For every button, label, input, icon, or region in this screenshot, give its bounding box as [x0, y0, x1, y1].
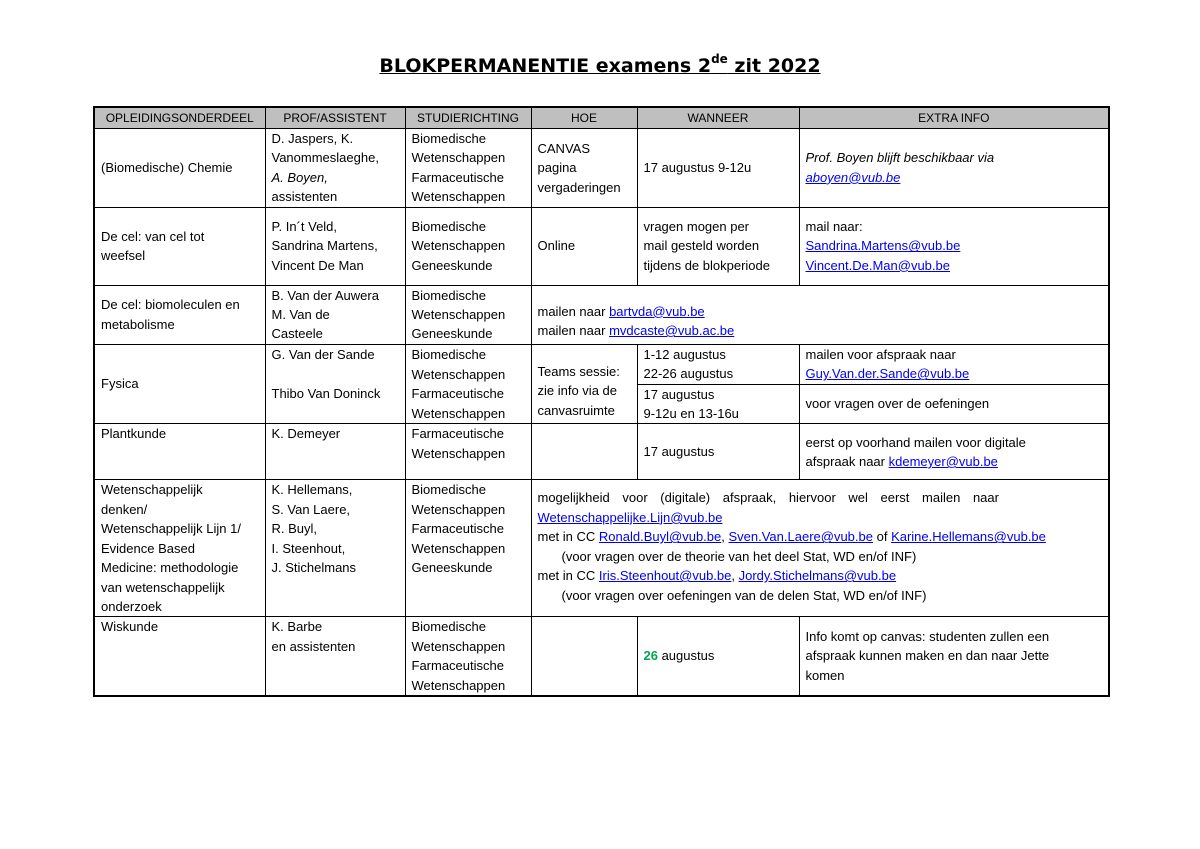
email-link[interactable]: aboyen@vub.be	[805, 169, 901, 185]
study-cell: Biomedische Wetenschappen Geneeskunde	[405, 285, 531, 344]
header-when: WANNEER	[637, 107, 799, 129]
study-cell: Biomedische Wetenschappen Farmaceutische Wetenschappen Geneeskunde	[405, 480, 531, 617]
course-cell: Plantkunde	[94, 424, 265, 480]
how-cell: Online	[531, 207, 637, 285]
study-cell: Biomedische Wetenschappen Geneeskunde	[405, 207, 531, 285]
study-cell: Biomedische Wetenschappen Farmaceutische Wetenschappen	[405, 344, 531, 424]
email-link[interactable]: Karine.Hellemans@vub.be	[891, 529, 1046, 545]
contact-cell: mailen naar bartvda@vub.be mailen naar mvdcaste@vub.ac.be	[531, 285, 1109, 344]
prof-cell: G. Van der Sande Thibo Van Doninck	[265, 344, 405, 424]
email-link[interactable]: mvdcaste@vub.ac.be	[609, 323, 735, 339]
email-link[interactable]: Sandrina.Martens@vub.be	[805, 238, 961, 254]
when-cell: 17 augustus	[637, 424, 799, 480]
info-cell: Info komt op canvas: studenten zullen een afspraak kunnen maken en dan naar Jette komen	[799, 617, 1109, 696]
course-cell: De cel: van cel tot weefsel	[94, 207, 265, 285]
info-cell: voor vragen over de oefeningen	[799, 384, 1109, 424]
email-link[interactable]: Iris.Steenhout@vub.be	[598, 568, 732, 584]
prof-cell: B. Van der Auwera M. Van de Casteele	[265, 285, 405, 344]
header-row	[94, 107, 1109, 129]
info-cell: mail naar: Sandrina.Martens@vub.be Vincent.De.Man@vub.be	[799, 207, 1109, 285]
email-link[interactable]: Vincent.De.Man@vub.be	[805, 257, 950, 273]
header-how: HOE	[531, 107, 637, 129]
study-cell: Farmaceutische Wetenschappen	[405, 424, 531, 480]
schedule-table	[93, 106, 1110, 697]
email-link[interactable]: Sven.Van.Laere@vub.be	[728, 529, 873, 545]
course-cell: De cel: biomoleculen en metabolisme	[94, 285, 265, 344]
course-cell: Fysica	[94, 344, 265, 424]
table-row	[94, 617, 1109, 696]
header-prof: PROF/ASSISTENT	[265, 107, 405, 129]
info-cell: Prof. Boyen blijft beschikbaar via aboyen@vub.be	[799, 129, 1109, 208]
course-cell: Wetenschappelijk denken/ Wetenschappelijk Lijn 1/ Evidence Based Medicine: methodologie van wetenschappelijk onderzoek	[94, 480, 265, 617]
email-link[interactable]: Ronald.Buyl@vub.be	[598, 529, 722, 545]
email-link[interactable]: Guy.Van.der.Sande@vub.be	[805, 366, 970, 382]
prof-cell: P. In´t Veld, Sandrina Martens, Vincent De Man	[265, 207, 405, 285]
table-row	[94, 424, 1109, 480]
info-cell: eerst op voorhand mailen voor digitale afspraak naar kdemeyer@vub.be	[799, 424, 1109, 480]
prof-cell: K. Barbe en assistenten	[265, 617, 405, 696]
email-link[interactable]: kdemeyer@vub.be	[888, 453, 998, 469]
table-row	[94, 480, 1109, 617]
study-cell: Biomedische Wetenschappen Farmaceutische Wetenschappen	[405, 129, 531, 208]
email-link[interactable]: bartvda@vub.be	[609, 303, 705, 319]
when-cell: 26 augustus	[637, 617, 799, 696]
how-cell	[531, 424, 637, 480]
contact-cell: mogelijkheid voor (digitale) afspraak, hiervoor wel eerst mailen naar Wetenschappelijke.Lijn@vub.be met in CC Ronald.Buyl@vub.be, Sven.Van.Laere@vub.be of Karine.Hellemans@vub.be (voor vragen over de theorie van het deel Stat, WD en/of INF) met in CC Iris.Steenhout@vub.be, Jordy.Stichelmans@vub.be (voor vragen over oefeningen van de delen Stat, WD en/of INF)	[531, 480, 1109, 617]
prof-cell: K. Demeyer	[265, 424, 405, 480]
prof-cell: D. Jaspers, K. Vanommeslaeghe, A. Boyen, assistenten	[265, 129, 405, 208]
table-row	[94, 207, 1109, 285]
course-cell: (Biomedische) Chemie	[94, 129, 265, 208]
info-cell: mailen voor afspraak naar Guy.Van.der.Sande@vub.be	[799, 344, 1109, 384]
page-title: BLOKPERMANENTIE examens 2de zit 2022	[379, 52, 821, 77]
when-cell: 1-12 augustus 22-26 augustus	[637, 344, 799, 384]
email-link[interactable]: Wetenschappelijke.Lijn@vub.be	[537, 509, 723, 525]
when-cell: 17 augustus 9-12u en 13-16u	[637, 384, 799, 424]
header-info: EXTRA INFO	[799, 107, 1109, 129]
table-row	[94, 285, 1109, 344]
course-cell: Wiskunde	[94, 617, 265, 696]
email-link[interactable]: Jordy.Stichelmans@vub.be	[738, 568, 897, 584]
header-study: STUDIERICHTING	[405, 107, 531, 129]
table-row	[94, 129, 1109, 208]
when-cell: 17 augustus 9-12u	[637, 129, 799, 208]
study-cell: Biomedische Wetenschappen Farmaceutische Wetenschappen	[405, 617, 531, 696]
when-cell: vragen mogen per mail gesteld worden tijdens de blokperiode	[637, 207, 799, 285]
table-row	[94, 344, 1109, 384]
how-cell: CANVAS pagina vergaderingen	[531, 129, 637, 208]
how-cell: Teams sessie: zie info via de canvasruimte	[531, 344, 637, 424]
prof-cell: K. Hellemans, S. Van Laere, R. Buyl, I. Steenhout, J. Stichelmans	[265, 480, 405, 617]
how-cell	[531, 617, 637, 696]
header-course: OPLEIDINGSONDERDEEL	[94, 107, 265, 129]
